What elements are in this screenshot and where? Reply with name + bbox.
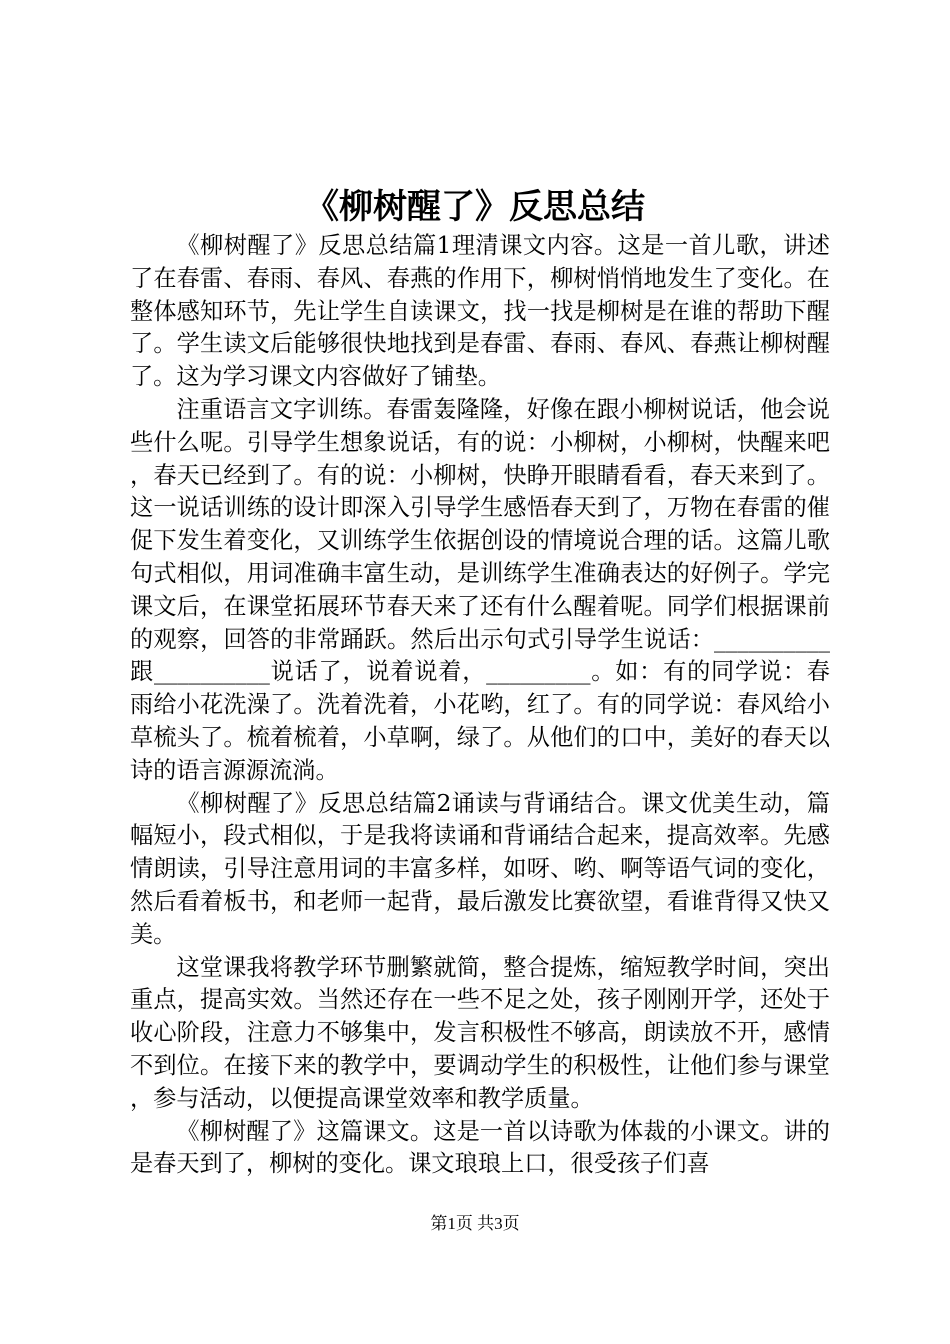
paragraph-4: 这堂课我将教学环节删繁就简，整合提炼，缩短教学时间，突出重点，提高实效。当然还存在一些不足之处，孩子刚刚开学，还处于收心阶段，注意力不够集中，发言积极性不够高，朗读放不开，感情不到位。在接下来的教学中，要调动学生的积极性，让他们参与课堂，参与活动，以便提高课堂效率和教学质量。 — [130, 953, 830, 1112]
page-number-footer: 第1页 共3页 — [430, 1214, 520, 1233]
document-body — [130, 230, 830, 1181]
paragraph-5: 《柳树醒了》这篇课文。这是一首以诗歌为体裁的小课文。讲的是春天到了，柳树的变化。课文琅琅上口，很受孩子们喜 — [130, 1117, 830, 1178]
paragraph-2: 注重语言文字训练。春雷轰隆隆，好像在跟小柳树说话，他会说些什么呢。引导学生想象说话，有的说：小柳树，小柳树，快醒来吧，春天已经到了。有的说：小柳树，快睁开眼睛看看，春天来到了。这一说话训练的设计即深入引导学生感悟春天到了，万物在春雷的催促下发生着变化，又训练学生依据创设的情境说合理的话。这篇儿歌句式相似，用词准确丰富生动，是训练学生准确表达的好例子。学完课文后，在课堂拓展环节春天来了还有什么醒着呢。同学们根据课前的观察，回答的非常踊跃。然后出示句式引导学生说话：__________跟__________说话了，说着说着，_________。如：有的同学说：春雨给小花洗澡了。洗着洗着，小花哟，红了。有的同学说：春风给小草梳头了。梳着梳着，小草啊，绿了。从他们的口中，美好的春天以诗的语言源源流淌。 — [130, 395, 830, 784]
document-title: 《柳树醒了》反思总结 — [305, 187, 645, 227]
paragraph-3: 《柳树醒了》反思总结篇2诵读与背诵结合。课文优美生动，篇幅短小，段式相似，于是我将读诵和背诵结合起来，提高效率。先感情朗读，引导注意用词的丰富多样，如呀、哟、啊等语气词的变化，然后看着板书，和老师一起背，最后激发比赛欲望，看谁背得又快又美。 — [130, 789, 830, 948]
paragraph-1: 《柳树醒了》反思总结篇1理清课文内容。这是一首儿歌，讲述了在春雷、春雨、春风、春燕的作用下，柳树悄悄地发生了变化。在整体感知环节，先让学生自读课文，找一找是柳树是在谁的帮助下醒了。学生读文后能够很快地找到是春雷、春雨、春风、春燕让柳树醒了。这为学习课文内容做好了铺垫。 — [130, 232, 830, 391]
